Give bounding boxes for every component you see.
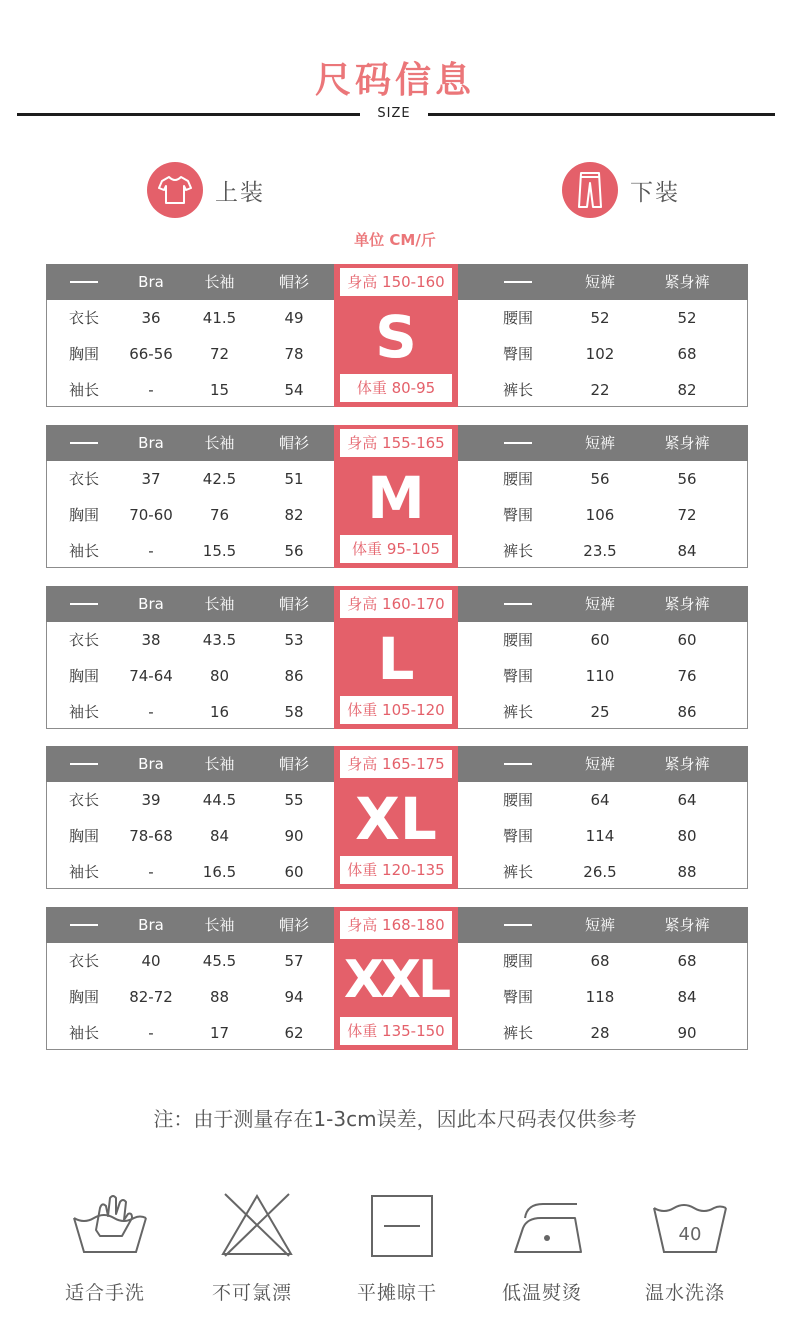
weight-range: 体重 120-135	[340, 856, 452, 884]
column-header: 紧身裤	[664, 755, 710, 773]
dash-icon	[70, 924, 98, 926]
table-cell: 23.5	[583, 542, 617, 560]
table-cell: 36	[141, 309, 161, 327]
table-cell: 86	[284, 667, 304, 685]
row-label: 衣长	[68, 309, 99, 327]
table-cell: 41.5	[202, 309, 237, 327]
table-cell: 106	[585, 506, 615, 524]
table-cell: 114	[585, 827, 615, 845]
table-cell: 56	[284, 542, 304, 560]
column-header: 短裤	[584, 434, 615, 452]
size-table-xxl	[46, 907, 748, 1050]
size-table-l	[46, 586, 748, 729]
height-range: 身高 165-175	[340, 750, 452, 778]
column-header: 帽衫	[278, 273, 309, 291]
row-label: 裤长	[502, 542, 533, 560]
weight-range: 体重 95-105	[340, 535, 452, 563]
table-cell: 39	[141, 791, 161, 809]
table-cell: 44.5	[202, 791, 237, 809]
table-cell: 37	[141, 470, 161, 488]
care-low-iron	[472, 1190, 612, 1310]
wash-temperature: 40	[678, 1224, 702, 1245]
table-cell: -	[148, 542, 154, 560]
column-header: 长袖	[204, 273, 235, 291]
table-cell: -	[148, 381, 154, 399]
unit-label: 单位 CM/斤	[354, 231, 436, 249]
size-panel	[334, 425, 458, 568]
table-cell: 51	[284, 470, 304, 488]
low-iron-icon	[507, 1190, 587, 1260]
column-header: 短裤	[584, 273, 615, 291]
column-header: Bra	[138, 916, 164, 934]
table-cell: -	[148, 863, 154, 881]
column-header: Bra	[138, 273, 164, 291]
row-label: 腰围	[502, 309, 533, 327]
height-range: 身高 160-170	[340, 590, 452, 618]
row-label: 裤长	[502, 703, 533, 721]
dash-icon	[70, 442, 98, 444]
size-letter: M	[367, 464, 425, 532]
height-range: 身高 150-160	[340, 268, 452, 296]
row-label: 臀围	[502, 988, 533, 1006]
size-panel	[334, 586, 458, 729]
table-cell: 110	[585, 667, 615, 685]
table-cell: -	[148, 1024, 154, 1042]
table-cell: 82	[284, 506, 304, 524]
dash-icon	[70, 763, 98, 765]
care-hand-wash	[35, 1190, 175, 1310]
row-label: 袖长	[68, 1024, 99, 1042]
table-cell: 28	[590, 1024, 610, 1042]
column-header: 短裤	[584, 755, 615, 773]
care-label: 低温熨烫	[501, 1282, 582, 1304]
table-cell: 49	[284, 309, 304, 327]
category-bottom	[562, 162, 680, 218]
table-cell: 43.5	[202, 631, 237, 649]
page-title: 尺码信息	[314, 60, 475, 101]
table-cell: 102	[585, 345, 615, 363]
column-header: 长袖	[204, 434, 235, 452]
table-cell: 68	[590, 952, 610, 970]
row-label: 衣长	[68, 952, 99, 970]
table-cell: 15	[209, 381, 230, 399]
dash-icon	[504, 603, 532, 605]
size-table-s	[46, 264, 748, 407]
table-cell: 64	[677, 791, 697, 809]
column-header: 紧身裤	[664, 916, 710, 934]
table-cell: 88	[677, 863, 697, 881]
column-header: 短裤	[584, 916, 615, 934]
table-cell: 82	[677, 381, 697, 399]
column-header: Bra	[138, 434, 164, 452]
row-label: 衣长	[68, 470, 99, 488]
row-label: 衣长	[68, 791, 99, 809]
care-label: 适合手洗	[64, 1282, 145, 1304]
size-letter: XL	[355, 785, 437, 853]
care-wash-40	[615, 1190, 755, 1310]
row-label: 腰围	[502, 631, 533, 649]
table-cell: 45.5	[202, 952, 237, 970]
row-label: 袖长	[68, 542, 99, 560]
table-cell: 84	[677, 542, 697, 560]
row-label: 衣长	[68, 631, 99, 649]
dash-icon	[70, 603, 98, 605]
table-cell: 38	[141, 631, 161, 649]
table-cell: 54	[284, 381, 304, 399]
table-cell: 76	[677, 667, 697, 685]
weight-range: 体重 105-120	[340, 696, 452, 724]
table-cell: 90	[284, 827, 304, 845]
size-letter: S	[375, 303, 417, 371]
size-panel	[334, 746, 458, 889]
measurement-note: 注：由于测量存在1-3cm误差，因此本尺码表仅供参考	[153, 1107, 637, 1131]
table-cell: 25	[590, 703, 610, 721]
table-cell: 70-60	[129, 506, 173, 524]
row-label: 胸围	[68, 988, 99, 1006]
divider-left	[17, 113, 360, 116]
column-header: 长袖	[204, 916, 235, 934]
column-header: 紧身裤	[664, 434, 710, 452]
dry-flat-icon	[362, 1190, 442, 1260]
row-label: 臀围	[502, 667, 533, 685]
row-label: 袖长	[68, 863, 99, 881]
table-cell: 62	[284, 1024, 304, 1042]
table-cell: 80	[209, 667, 230, 685]
table-cell: 26.5	[583, 863, 617, 881]
table-cell: 60	[284, 863, 304, 881]
category-bottom-label: 下装	[630, 179, 680, 206]
table-cell: 82-72	[129, 988, 173, 1006]
row-label: 腰围	[502, 952, 533, 970]
table-cell: 58	[284, 703, 304, 721]
care-label: 不可氯漂	[211, 1282, 292, 1304]
row-label: 臀围	[502, 506, 533, 524]
table-cell: 42.5	[202, 470, 237, 488]
table-cell: 88	[209, 988, 230, 1006]
tshirt-icon	[147, 162, 203, 218]
weight-range: 体重 80-95	[340, 374, 452, 402]
table-cell: 16.5	[202, 863, 237, 881]
table-cell: 84	[677, 988, 697, 1006]
row-label: 袖长	[68, 381, 99, 399]
no-bleach-icon	[217, 1190, 297, 1260]
divider-right	[428, 113, 775, 116]
table-cell: 56	[677, 470, 697, 488]
category-top	[147, 162, 265, 218]
table-cell: 118	[585, 988, 615, 1006]
dash-icon	[504, 281, 532, 283]
care-no-bleach	[182, 1190, 322, 1310]
column-header: 长袖	[204, 595, 235, 613]
column-header: 帽衫	[278, 434, 309, 452]
row-label: 腰围	[502, 470, 533, 488]
table-cell: 16	[209, 703, 230, 721]
care-label: 温水洗涤	[644, 1282, 725, 1304]
wash-40-icon	[650, 1190, 730, 1260]
column-header: 帽衫	[278, 755, 309, 773]
table-cell: -	[148, 703, 154, 721]
table-cell: 15.5	[202, 542, 237, 560]
table-cell: 60	[590, 631, 610, 649]
table-cell: 53	[284, 631, 304, 649]
dash-icon	[70, 281, 98, 283]
column-header: 帽衫	[278, 916, 309, 934]
table-cell: 84	[209, 827, 230, 845]
hand-wash-icon	[70, 1190, 150, 1260]
table-cell: 86	[677, 703, 697, 721]
subtitle: SIZE	[377, 106, 411, 121]
category-top-label: 上装	[215, 179, 265, 206]
row-label: 胸围	[68, 506, 99, 524]
size-table-m	[46, 425, 748, 568]
row-label: 袖长	[68, 703, 99, 721]
table-cell: 76	[209, 506, 230, 524]
table-cell: 55	[284, 791, 304, 809]
row-label: 胸围	[68, 345, 99, 363]
column-header: 帽衫	[278, 595, 309, 613]
row-label: 胸围	[68, 827, 99, 845]
table-cell: 64	[590, 791, 610, 809]
row-label: 胸围	[68, 667, 99, 685]
dash-icon	[504, 442, 532, 444]
pants-icon	[562, 162, 618, 218]
table-cell: 22	[590, 381, 610, 399]
column-header: 长袖	[204, 755, 235, 773]
table-cell: 60	[677, 631, 697, 649]
table-cell: 78	[284, 345, 304, 363]
height-range: 身高 155-165	[340, 429, 452, 457]
row-label: 裤长	[502, 381, 533, 399]
table-cell: 17	[209, 1024, 230, 1042]
table-cell: 57	[284, 952, 304, 970]
row-label: 腰围	[502, 791, 533, 809]
row-label: 臀围	[502, 827, 533, 845]
care-label: 平摊晾干	[356, 1282, 437, 1304]
row-label: 臀围	[502, 345, 533, 363]
table-cell: 94	[284, 988, 304, 1006]
care-dry-flat	[327, 1190, 467, 1310]
size-letter: L	[377, 625, 415, 693]
table-cell: 56	[590, 470, 610, 488]
table-cell: 72	[209, 345, 230, 363]
table-cell: 66-56	[129, 345, 173, 363]
height-range: 身高 168-180	[340, 911, 452, 939]
size-panel	[334, 907, 458, 1050]
dash-icon	[504, 924, 532, 926]
column-header: 紧身裤	[664, 595, 710, 613]
size-table-xl	[46, 746, 748, 889]
row-label: 裤长	[502, 1024, 533, 1042]
table-cell: 68	[677, 345, 697, 363]
table-cell: 68	[677, 952, 697, 970]
table-cell: 72	[677, 506, 697, 524]
weight-range: 体重 135-150	[340, 1017, 452, 1045]
table-cell: 78-68	[129, 827, 173, 845]
column-header: 短裤	[584, 595, 615, 613]
column-header: 紧身裤	[664, 273, 710, 291]
column-header: Bra	[138, 595, 164, 613]
table-cell: 90	[677, 1024, 697, 1042]
table-cell: 52	[590, 309, 610, 327]
table-cell: 80	[677, 827, 697, 845]
row-label: 裤长	[502, 863, 533, 881]
size-letter: XXL	[343, 950, 449, 1010]
table-cell: 40	[141, 952, 161, 970]
dash-icon	[504, 763, 532, 765]
table-cell: 74-64	[129, 667, 173, 685]
table-cell: 52	[677, 309, 697, 327]
column-header: Bra	[138, 755, 164, 773]
size-panel	[334, 264, 458, 407]
